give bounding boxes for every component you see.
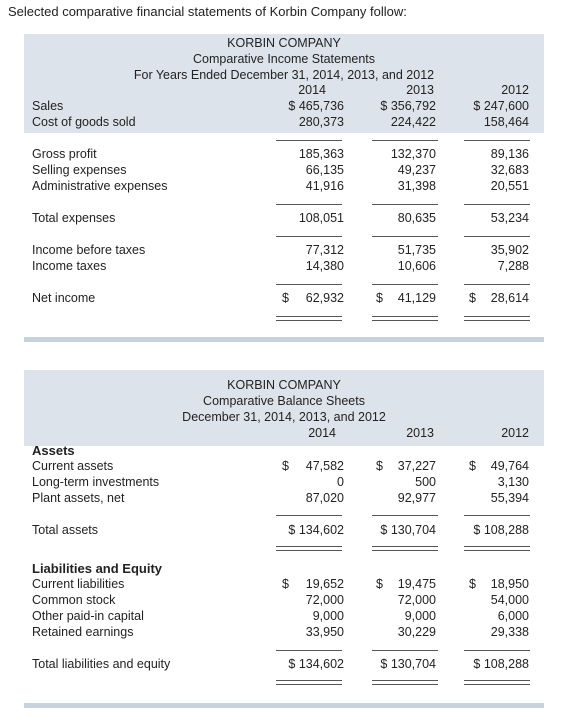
common-stock-row	[24, 593, 544, 609]
section-heading: Assets	[32, 443, 75, 458]
dollar-sign: $	[282, 291, 289, 305]
value-2012: 55,394	[490, 491, 529, 505]
dollar-sign: $	[376, 577, 383, 591]
statement-period: December 31, 2014, 2013, and 2012	[182, 410, 386, 424]
value-2012: 35,902	[490, 243, 529, 257]
year-2013: 2013	[406, 83, 434, 97]
subtotal-rule	[372, 204, 438, 205]
value-2012: 49,764	[490, 459, 529, 473]
year-2014: 2014	[298, 83, 326, 97]
value-2014: 9,000	[312, 609, 344, 623]
value-2014: $ 134,602	[288, 523, 344, 537]
row-label: Sales	[32, 99, 64, 113]
value-2014: 185,363	[298, 147, 344, 161]
value-2013: 132,370	[390, 147, 436, 161]
subtotal-rule	[276, 140, 342, 141]
liabilities-heading	[24, 561, 544, 577]
total-double-rule	[276, 680, 342, 685]
value-2014: 14,380	[305, 259, 344, 273]
row-label: Net income	[32, 291, 96, 305]
subtotal-rule	[276, 204, 342, 205]
row-label: Total assets	[32, 523, 99, 537]
subtotal-rule	[276, 236, 342, 237]
admin-expenses-row	[24, 179, 544, 195]
total-double-rule	[464, 546, 530, 551]
value-2013: $ 130,704	[380, 657, 436, 671]
total-double-rule	[276, 316, 342, 321]
subtotal-rule	[464, 284, 530, 285]
value-2013: 72,000	[397, 593, 436, 607]
value-2012: 3,130	[497, 475, 529, 489]
dollar-sign: $	[282, 459, 289, 473]
value-2014: 47,582	[305, 459, 344, 473]
value-2013: 92,977	[397, 491, 436, 505]
value-2012: 89,136	[490, 147, 529, 161]
value-2012: 7,288	[497, 259, 529, 273]
income-statement-panel	[24, 34, 544, 334]
row-label: Other paid-in capital	[32, 609, 144, 623]
value-2012: $ 108,288	[473, 657, 529, 671]
subtotal-rule	[464, 236, 530, 237]
company-name: KORBIN COMPANY	[227, 36, 341, 50]
section-divider	[24, 337, 544, 342]
income-taxes-row	[24, 259, 544, 275]
year-2014: 2014	[308, 426, 336, 440]
current-liabilities-row	[24, 577, 544, 593]
value-2014: 33,950	[305, 625, 344, 639]
subtotal-rule	[464, 650, 530, 651]
value-2014: 0	[337, 475, 344, 489]
year-2013: 2013	[406, 426, 434, 440]
dollar-sign: $	[282, 577, 289, 591]
assets-heading	[24, 443, 544, 459]
value-2014: 280,373	[298, 115, 344, 129]
value-2012: 158,464	[483, 115, 529, 129]
value-2014: $ 134,602	[288, 657, 344, 671]
value-2014: 87,020	[305, 491, 344, 505]
value-2013: 500	[415, 475, 436, 489]
year-2012: 2012	[501, 83, 529, 97]
subtotal-rule	[276, 515, 342, 516]
statement-title: Comparative Balance Sheets	[203, 394, 365, 408]
year-2012: 2012	[501, 426, 529, 440]
dollar-sign: $	[469, 291, 476, 305]
value-2014: 72,000	[305, 593, 344, 607]
value-2014: 77,312	[305, 243, 344, 257]
net-income-row	[24, 291, 544, 307]
value-2013: 80,635	[397, 211, 436, 225]
row-label: Income before taxes	[32, 243, 146, 257]
statement-title: Comparative Income Statements	[192, 52, 376, 66]
value-2013: $ 356,792	[380, 99, 436, 113]
value-2012: $ 108,288	[473, 523, 529, 537]
row-label: Income taxes	[32, 259, 107, 273]
total-double-rule	[464, 680, 530, 685]
total-double-rule	[276, 546, 342, 551]
value-2013: $ 130,704	[380, 523, 436, 537]
value-2013: 224,422	[390, 115, 436, 129]
subtotal-rule	[372, 236, 438, 237]
intro-text: Selected comparative financial statements of Korbin Company follow:	[8, 4, 407, 19]
value-2012: 28,614	[490, 291, 529, 305]
row-label: Gross profit	[32, 147, 97, 161]
value-2013: 51,735	[397, 243, 436, 257]
balance-sheet-panel	[24, 370, 544, 700]
value-2012: 32,683	[490, 163, 529, 177]
value-2012: 6,000	[497, 609, 529, 623]
value-2012: 29,338	[490, 625, 529, 639]
year-header-row	[24, 426, 544, 442]
row-label: Retained earnings	[32, 625, 134, 639]
row-label: Administrative expenses	[32, 179, 168, 193]
subtotal-rule	[276, 284, 342, 285]
total-double-rule	[372, 546, 438, 551]
row-label: Common stock	[32, 593, 116, 607]
other-paid-in-capital-row	[24, 609, 544, 625]
value-2012: 54,000	[490, 593, 529, 607]
value-2013: 49,237	[397, 163, 436, 177]
row-label: Cost of goods sold	[32, 115, 136, 129]
statement-period: For Years Ended December 31, 2014, 2013, and 2012	[133, 68, 435, 82]
row-label: Selling expenses	[32, 163, 127, 177]
dollar-sign: $	[376, 459, 383, 473]
subtotal-rule	[372, 284, 438, 285]
section-heading: Liabilities and Equity	[32, 561, 163, 576]
value-2012: 20,551	[490, 179, 529, 193]
section-divider	[24, 703, 544, 708]
total-double-rule	[372, 316, 438, 321]
value-2014: 41,916	[305, 179, 344, 193]
value-2014: $ 465,736	[288, 99, 344, 113]
subtotal-rule	[372, 650, 438, 651]
subtotal-rule	[372, 515, 438, 516]
plant-assets-row	[24, 491, 544, 507]
value-2013: 9,000	[404, 609, 436, 623]
year-header-row	[24, 83, 544, 99]
value-2013: 19,475	[397, 577, 436, 591]
row-label: Current liabilities	[32, 577, 125, 591]
value-2013: 37,227	[397, 459, 436, 473]
value-2013: 30,229	[397, 625, 436, 639]
subtotal-rule	[464, 515, 530, 516]
row-label: Plant assets, net	[32, 491, 125, 505]
value-2014: 62,932	[305, 291, 344, 305]
company-name: KORBIN COMPANY	[227, 378, 341, 392]
value-2014: 66,135	[305, 163, 344, 177]
value-2012: 53,234	[490, 211, 529, 225]
subtotal-rule	[464, 204, 530, 205]
row-label: Current assets	[32, 459, 114, 473]
long-term-investments-row	[24, 475, 544, 491]
value-2012: 18,950	[490, 577, 529, 591]
value-2014: 19,652	[305, 577, 344, 591]
subtotal-rule	[276, 650, 342, 651]
value-2014: 108,051	[298, 211, 344, 225]
total-double-rule	[372, 680, 438, 685]
value-2013: 10,606	[397, 259, 436, 273]
subtotal-rule	[372, 140, 438, 141]
dollar-sign: $	[469, 459, 476, 473]
value-2012: $ 247,600	[473, 99, 529, 113]
gross-profit-row	[24, 147, 544, 163]
income-before-taxes-row	[24, 243, 544, 259]
row-label: Long-term investments	[32, 475, 160, 489]
value-2013: 41,129	[397, 291, 436, 305]
total-assets-row	[24, 523, 544, 539]
total-expenses-row	[24, 211, 544, 227]
value-2013: 31,398	[397, 179, 436, 193]
subtotal-rule	[464, 140, 530, 141]
dollar-sign: $	[469, 577, 476, 591]
row-label: Total liabilities and equity	[32, 657, 171, 671]
total-double-rule	[464, 316, 530, 321]
row-label: Total expenses	[32, 211, 116, 225]
total-liabilities-equity-row	[24, 657, 544, 673]
sales-row	[24, 99, 544, 115]
retained-earnings-row	[24, 625, 544, 641]
cogs-row	[24, 115, 544, 131]
selling-expenses-row	[24, 163, 544, 179]
current-assets-row	[24, 459, 544, 475]
dollar-sign: $	[376, 291, 383, 305]
